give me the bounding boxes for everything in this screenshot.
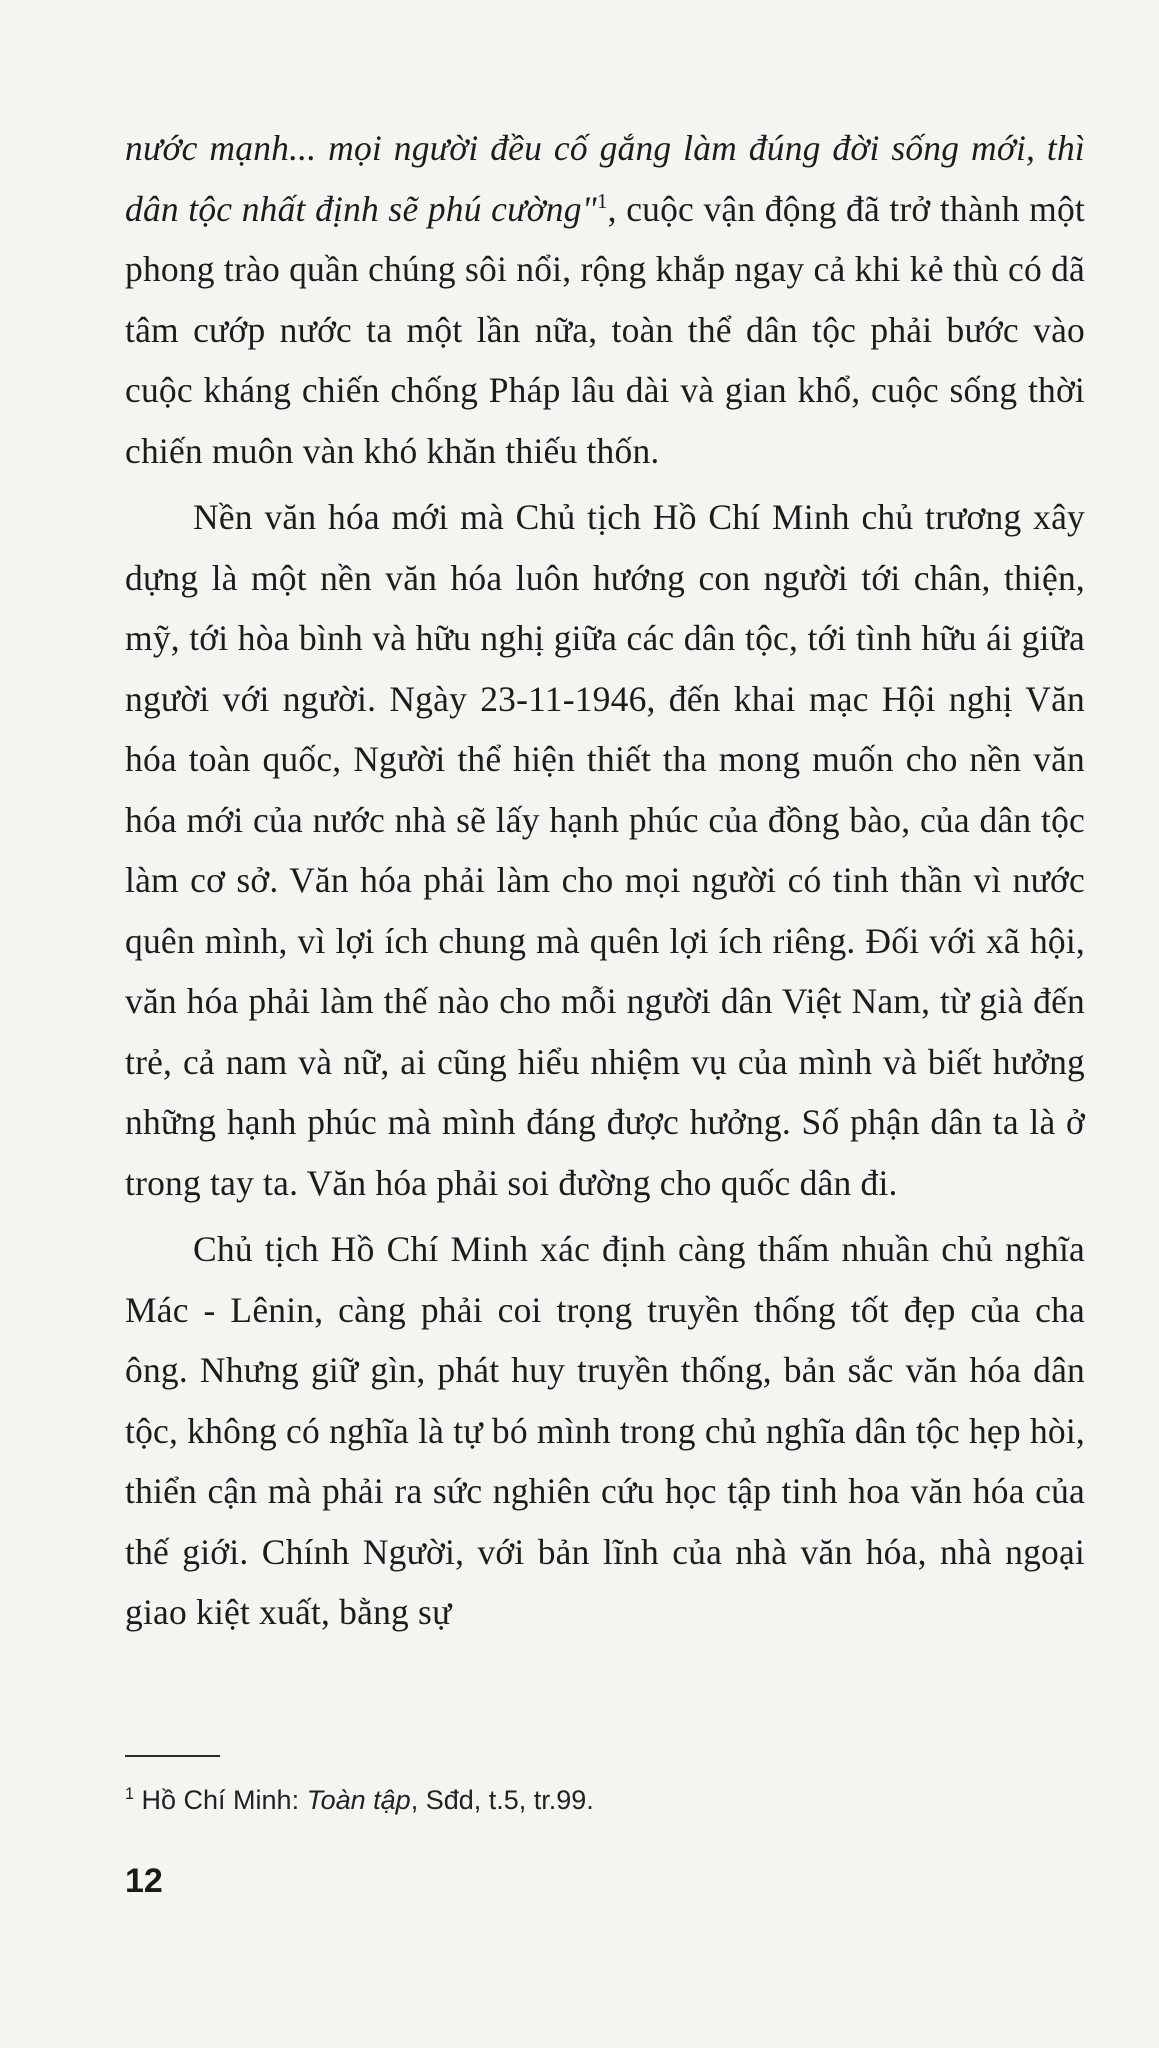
paragraph-1 <box>125 118 1085 481</box>
paragraph-3: Chủ tịch Hồ Chí Minh xác định càng thấm nhuần chủ nghĩa Mác - Lênin, càng phải coi trọng truyền thống tốt đẹp của cha ông. Nhưng giữ gìn, phát huy truyền thống, bản sắc văn hóa dân tộc, không có nghĩa là tự bó mình trong chủ nghĩa dân tộc hẹp hòi, thiển cận mà phải ra sức nghiên cứu học tập tinh hoa văn hóa của thế giới. Chính Người, với bản lĩnh của nhà văn hóa, nhà ngoại giao kiệt xuất, bằng sự <box>125 1229 1085 1632</box>
footnote <box>125 1782 1025 1818</box>
footnote-author: Hồ Chí Minh: <box>134 1785 307 1815</box>
footnote-title: Toàn tập <box>306 1785 411 1815</box>
body-text <box>125 118 1085 1649</box>
paragraph-1-rest: , cuộc vận động đã trở thành một phong trào quần chúng sôi nổi, rộng khắp ngay cả khi kẻ thù có dã tâm cướp nước ta một lần nữa, toàn thể dân tộc phải bước vào cuộc kháng chiến chống Pháp lâu dài và gian khổ, cuộc sống thời chiến muôn vàn khó khăn thiếu thốn. <box>125 188 1085 471</box>
footnote-rest: , Sđd, t.5, tr.99. <box>410 1785 594 1815</box>
paragraph-2: Nền văn hóa mới mà Chủ tịch Hồ Chí Minh chủ trương xây dựng là một nền văn hóa luôn hướng con người tới chân, thiện, mỹ, tới hòa bình và hữu nghị giữa các dân tộc, tới tình hữu ái giữa người với người. Ngày 23-11-1946, đến khai mạc Hội nghị Văn hóa toàn quốc, Người thể hiện thiết tha mong muốn cho nền văn hóa mới của nước nhà sẽ lấy hạnh phúc của đồng bào, của dân tộc làm cơ sở. Văn hóa phải làm cho mọi người có tinh thần vì nước quên mình, vì lợi ích chung mà quên lợi ích riêng. Đối với xã hội, văn hóa phải làm thế nào cho mỗi người dân Việt Nam, từ già đến trẻ, cả nam và nữ, ai cũng hiểu nhiệm vụ của mình và biết hưởng những hạnh phúc mà mình đáng được hưởng. Số phận dân ta là ở trong tay ta. Văn hóa phải soi đường cho quốc dân đi. <box>125 497 1085 1203</box>
footnote-ref: 1 <box>596 188 608 213</box>
footnote-marker: 1 <box>125 1785 135 1803</box>
quote-italic: nước mạnh... mọi người đều cố gắng làm đúng đời sống mới, thì dân tộc nhất định sẽ phú cường" <box>125 128 1085 229</box>
page-number: 12 <box>125 1862 163 1900</box>
footnote-divider <box>125 1755 220 1757</box>
